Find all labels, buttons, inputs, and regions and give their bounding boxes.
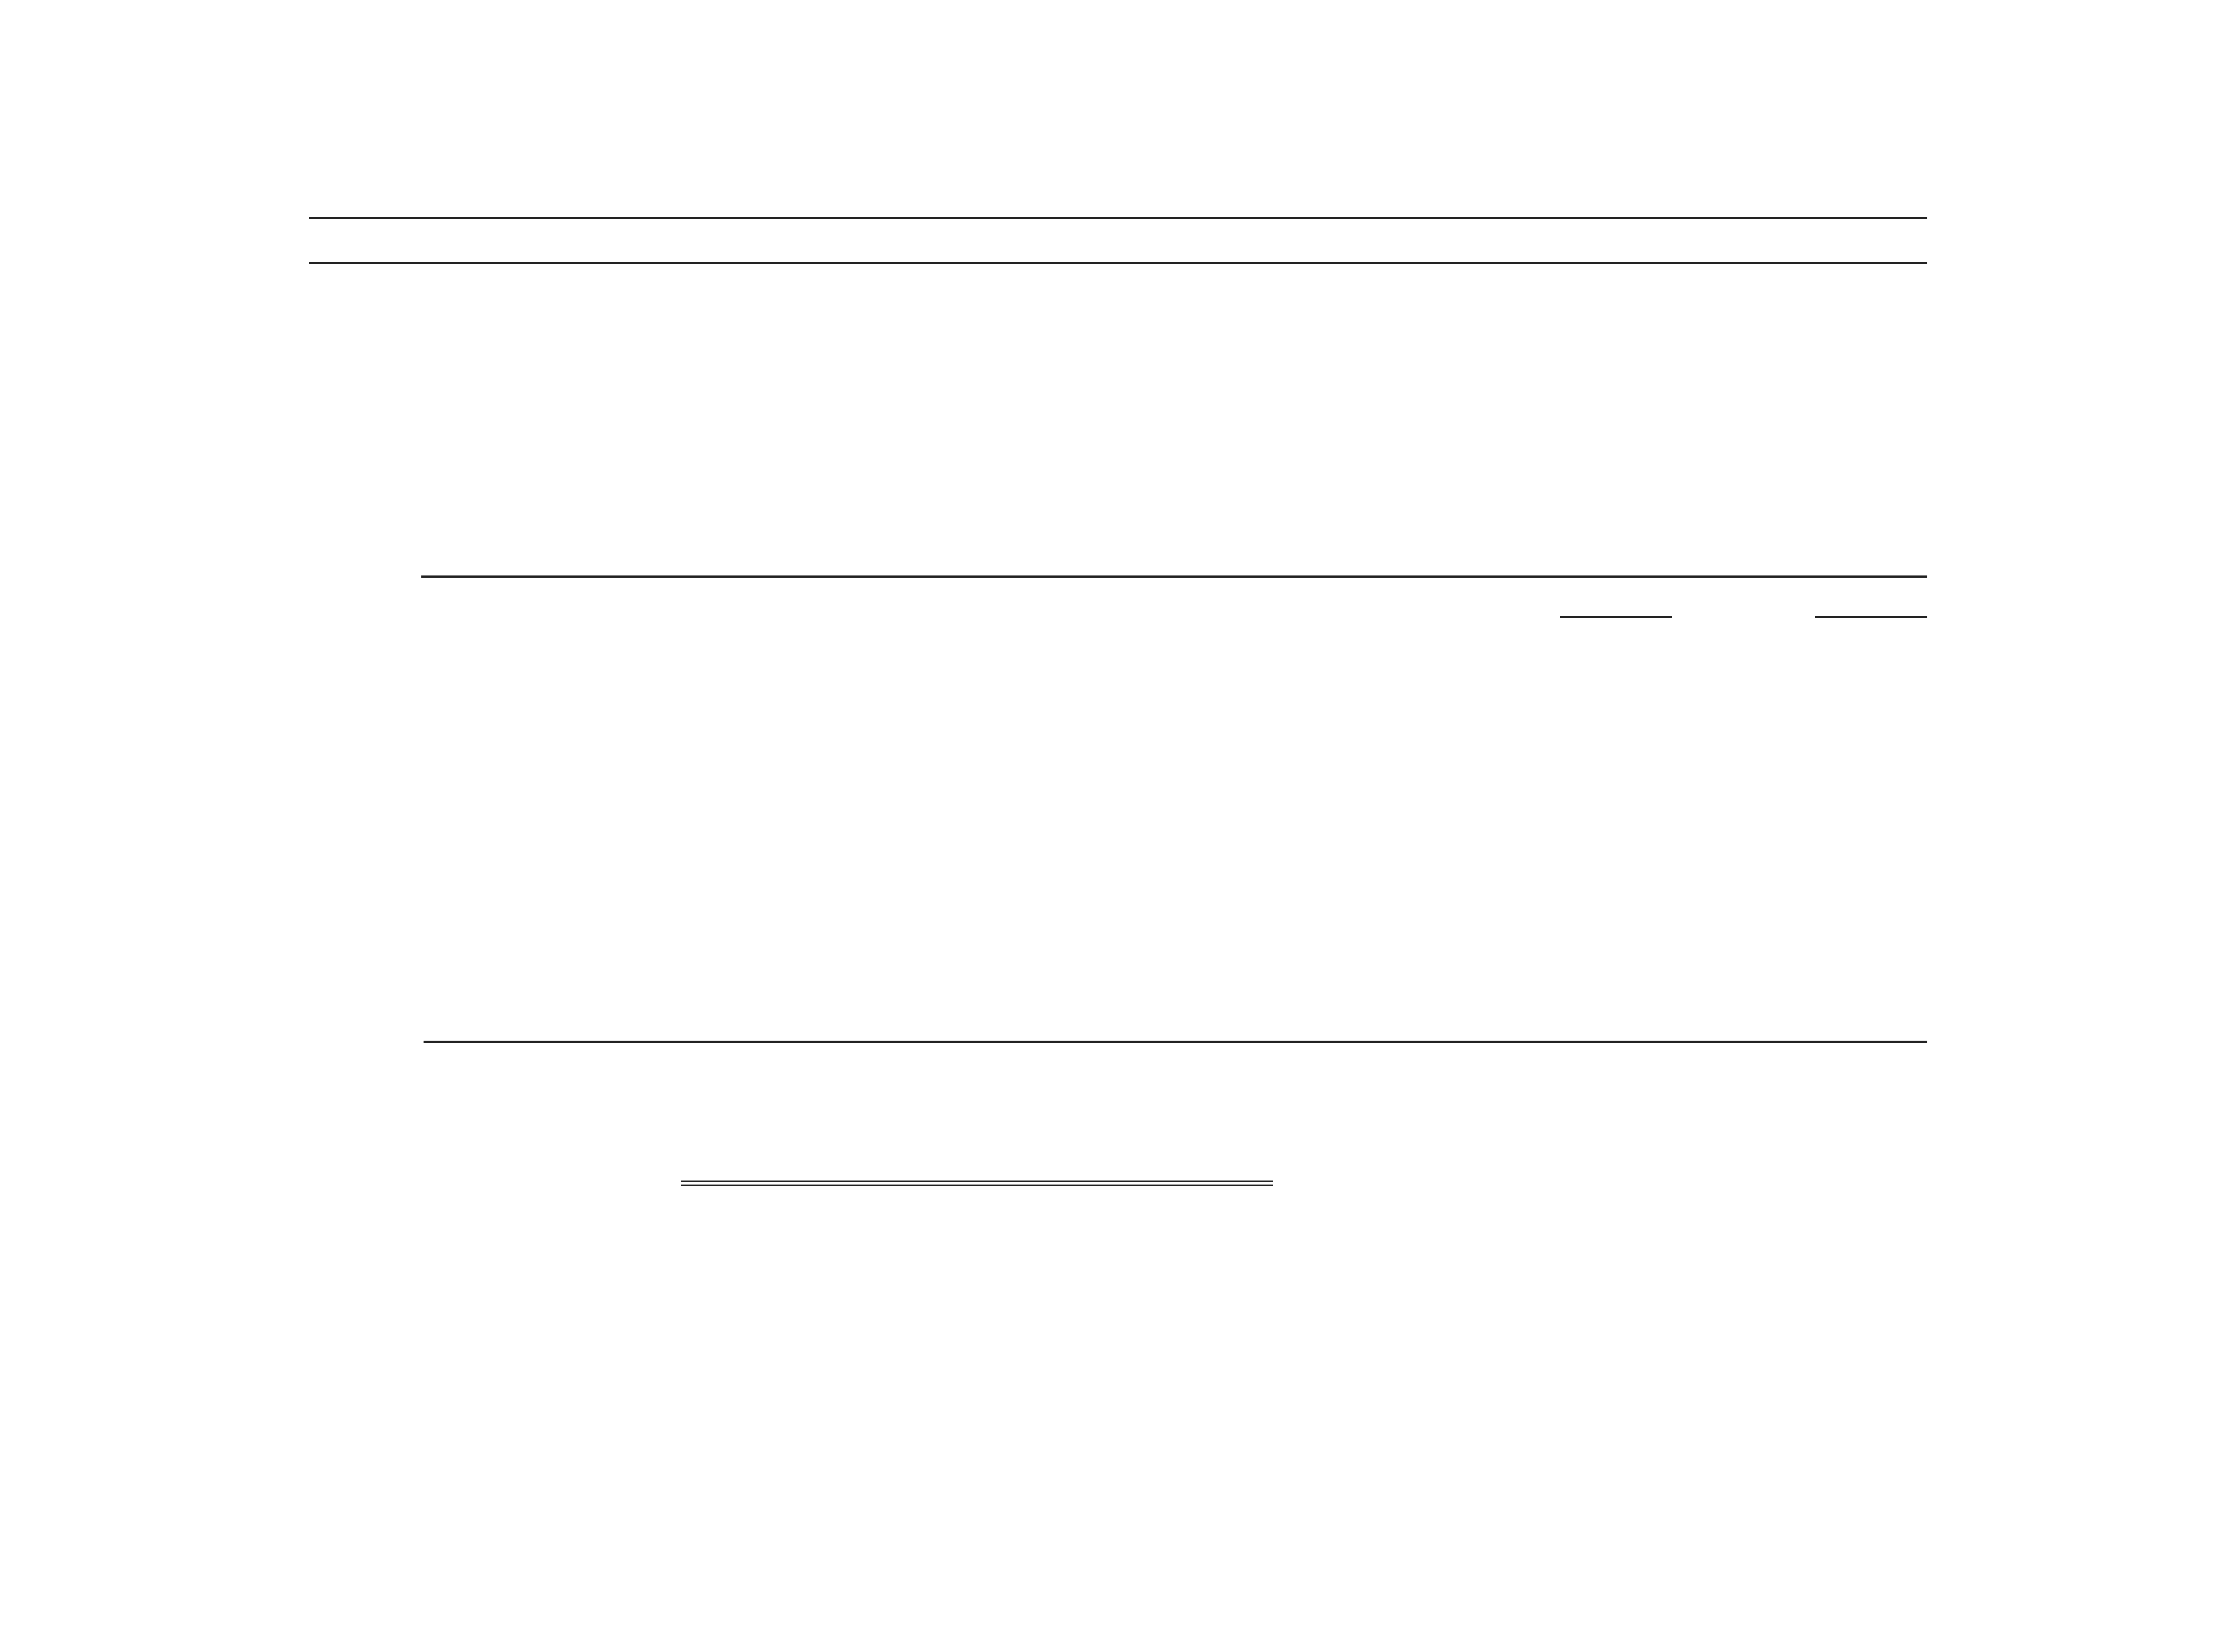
header-top-rule — [309, 217, 1927, 219]
header-bottom-rule — [309, 262, 1927, 264]
total-rule — [421, 575, 1927, 578]
section-sum-rule — [424, 1041, 1927, 1043]
total-underline-col9 — [1560, 616, 1672, 618]
total-underline-col11 — [1815, 616, 1927, 618]
section-3-double-underline — [681, 1181, 1273, 1186]
